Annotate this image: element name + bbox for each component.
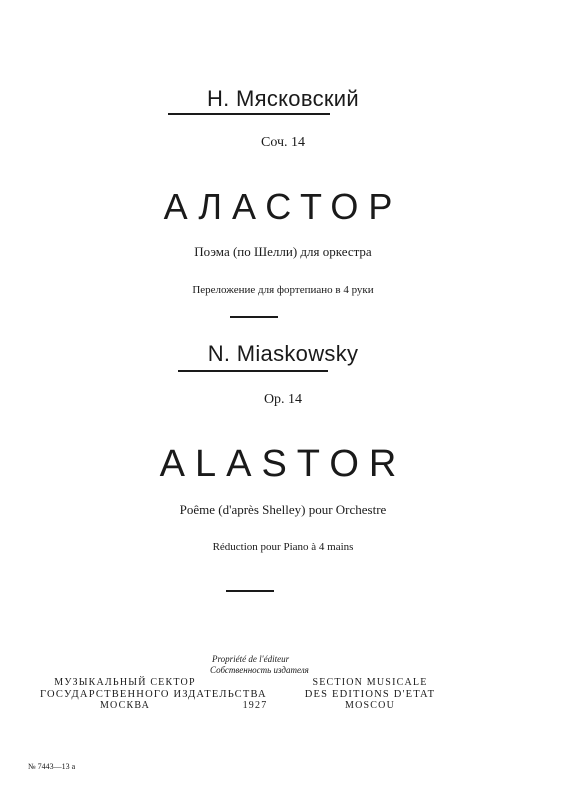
divider-rule-top (230, 316, 278, 318)
title-russian: АЛАСТОР (163, 186, 403, 227)
reduction-latin: Réduction pour Piano à 4 mains (212, 541, 354, 553)
catalog-number: № 7443—13 а (28, 762, 76, 771)
composer-underline-russian (168, 113, 330, 115)
reduction-russian: Переложение для фортепиано в 4 руки (192, 284, 374, 296)
composer-name-russian: Н. Мясковский (206, 86, 359, 111)
composer-name-latin: N. Miaskowsky (207, 341, 359, 366)
publisher-right-line1: SECTION MUSICALE (312, 677, 428, 688)
publication-year: 1927 (242, 700, 268, 711)
composer-underline-latin (178, 370, 328, 372)
publisher-right-line3: MOSCOU (345, 700, 395, 711)
property-french: Propriété de l'éditeur (212, 654, 290, 664)
divider-rule-bottom (226, 590, 274, 592)
publisher-left-line2: ГОСУДАРСТВЕННОГО ИЗДАТЕЛЬСТВА (40, 689, 267, 700)
publisher-left-line1: МУЗЫКАЛЬНЫЙ СЕКТОР (54, 677, 196, 688)
subtitle-latin: Poême (d'après Shelley) pour Orchestre (179, 502, 387, 517)
publisher-left-line3: МОСКВА (99, 700, 151, 711)
property-russian: Собственность издателя (210, 665, 309, 675)
title-latin: ALASTOR (159, 443, 407, 485)
publisher-right-line2: DES EDITIONS D'ETAT (304, 689, 436, 700)
opus-russian: Соч. 14 (260, 135, 306, 150)
subtitle-russian: Поэма (по Шелли) для оркестра (194, 244, 372, 259)
opus-latin: Op. 14 (263, 392, 303, 407)
